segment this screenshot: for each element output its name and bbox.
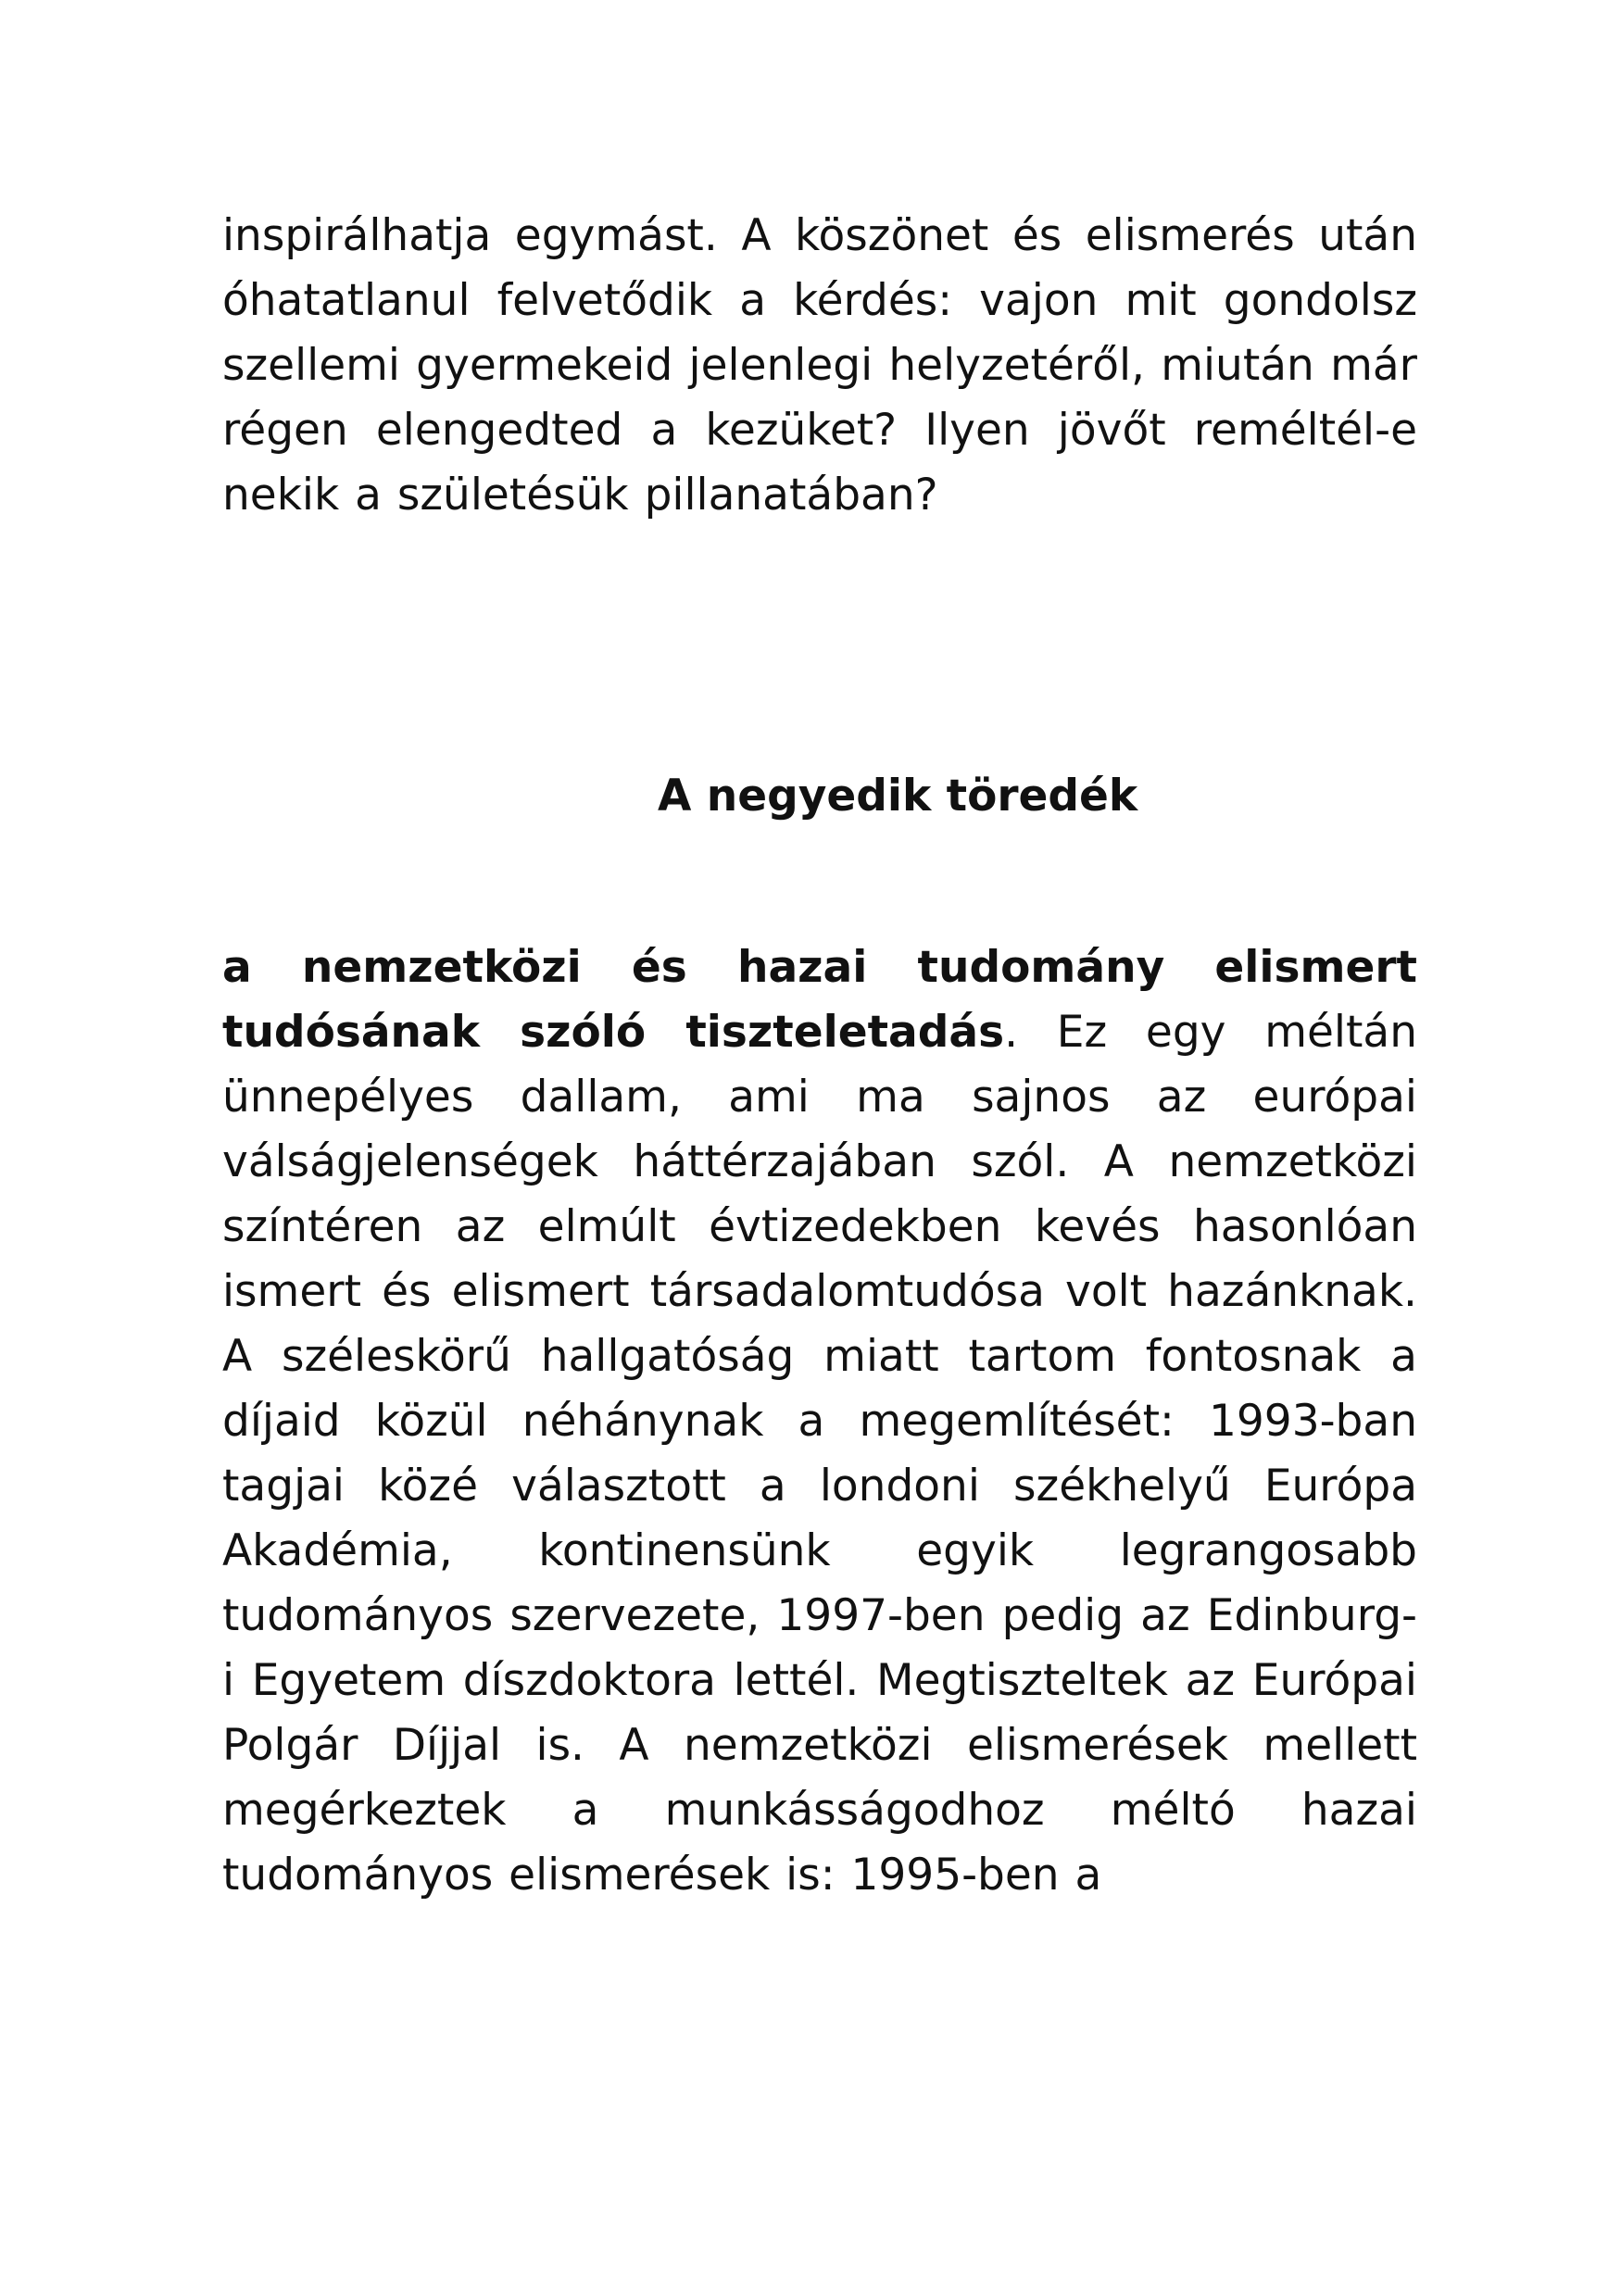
paragraph-intro: inspirálhatja egymást. A köszönet és elismerés után óhatatlanul felvetődik a kérdés: vajon mit gondolsz szellemi gyermekeid jelenlegi helyzetéről, miután már régen elengedted a kezüket? Ilyen jövőt reméltél-e nekik a születésük pillanatában? [222,210,1417,521]
section-heading: A negyedik töredék [658,771,1138,822]
paragraph-tribute-body: . Ez egy méltán ünnepélyes dallam, ami ma sajnos az európai válságjelenségek háttérzajában szól. A nemzetközi színtéren az elmúlt évtizedekben kevés hasonlóan ismert és elismert társadalomtudósa volt hazánknak. A széleskörű hallgatóság miatt tartom fontosnak a díjaid közül néhánynak a megemlítését: 1993-ban tagjai közé választott a londoni székhelyű Európa Akadémia, kontinensünk egyik legrangosabb tudományos szervezete, 1997-ben pedig az Edinburg-i Egyetem díszdoktora lettél. Megtiszteltek az Európai Polgár Díjjal is. A nemzetközi elismerések mellett megérkeztek a munkásságodhoz méltó hazai tudományos elismerések is: 1995-ben a [222,1007,1417,1901]
paragraph-tribute [222,935,1417,1908]
document-page [222,204,1417,1901]
paragraph-tribute-bold-lead: a nemzetközi és hazai tudomány elismert tudósának szóló tiszteletadás [222,942,1417,1058]
